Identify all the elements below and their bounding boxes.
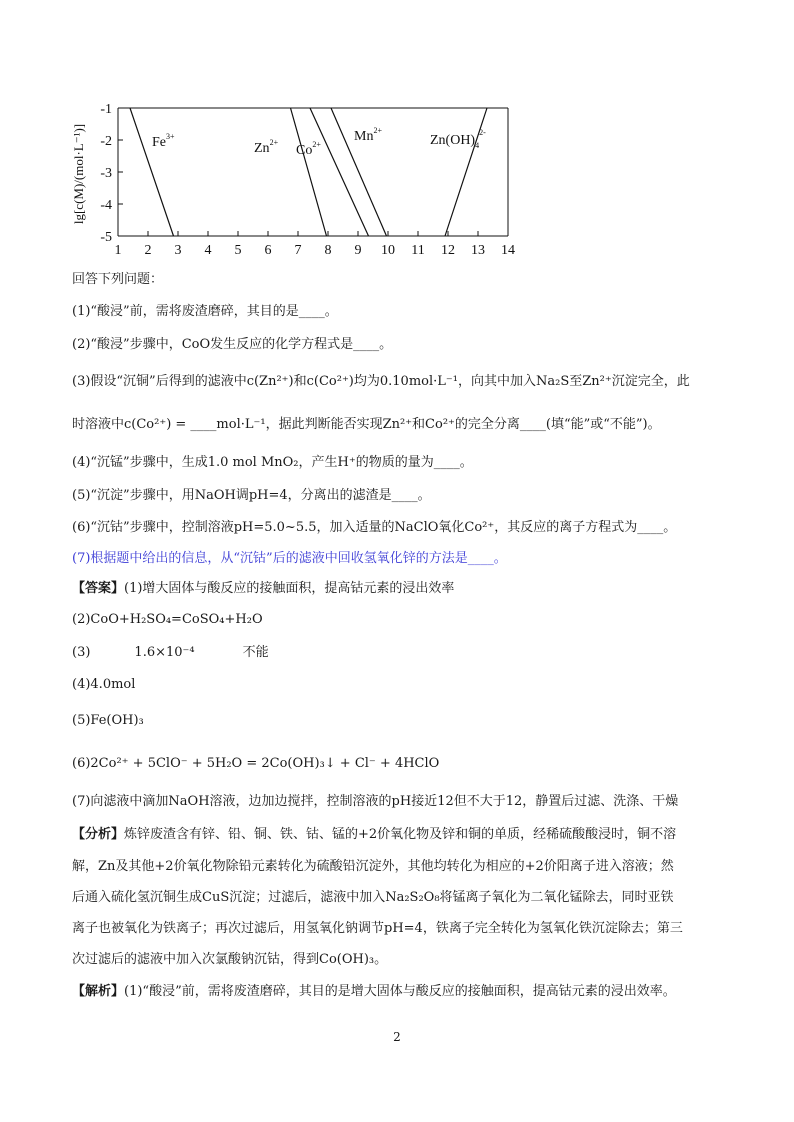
ph-solubility-chart <box>64 94 534 262</box>
question-5: (5)“沉淀”步骤中，用NaOH调pH=4，分离出的滤渣是____。 <box>72 488 431 503</box>
x-tick-label: 2 <box>144 243 152 258</box>
x-tick-label: 8 <box>324 243 332 258</box>
answer-3: (3) 1.6×10⁻⁴ 不能 <box>72 645 269 660</box>
answer-tag: 【答案】 <box>72 581 125 596</box>
intro: 回答下列问题： <box>72 272 164 287</box>
analysis-tag: 【分析】 <box>72 827 125 842</box>
x-tick-label: 3 <box>174 243 182 258</box>
answer-7: (7)向滤液中滴加NaOH溶液，边加边搅拌，控制溶液的pH接近12但不大于12，静置后过滤、洗涤、干燥 <box>72 794 679 809</box>
answer-4: (4)4.0mol <box>72 677 136 692</box>
answer-6: (6)2Co²⁺ + 5ClO⁻ + 5H₂O = 2Co(OH)₃↓ + Cl⁻ + 4HClO <box>72 756 440 771</box>
x-tick-label: 14 <box>501 243 515 258</box>
x-tick-label: 7 <box>294 243 302 258</box>
y-tick-label: -1 <box>100 102 112 117</box>
x-tick-label: 9 <box>354 243 362 258</box>
y-tick-label: -3 <box>100 166 112 181</box>
x-tick-label: 1 <box>114 243 122 258</box>
question-3b: 时溶液中c(Co²⁺) = ____mol·L⁻¹，据此判断能否实现Zn²⁺和Co²⁺的完全分离____(填“能”或“不能”)。 <box>72 417 661 432</box>
explanation-tag: 【解析】 <box>72 984 125 999</box>
answer-1: 【答案】(1)增大固体与酸反应的接触面积，提高钴元素的浸出效率 <box>72 581 455 596</box>
y-axis-label: lg[c(M)/(mol·L⁻¹)] <box>71 123 86 225</box>
x-tick-label: 5 <box>234 243 242 258</box>
x-tick-label: 12 <box>441 243 455 258</box>
label-co: $Co^{2+}$ <box>296 140 321 158</box>
answer-5: (5)Fe(OH)₃ <box>72 713 144 728</box>
x-tick-label: 6 <box>264 243 272 258</box>
y-tick-label: -4 <box>100 198 112 213</box>
y-tick-label: -2 <box>100 134 112 149</box>
analysis-2: 解，Zn及其他+2价氧化物除铅元素转化为硫酸铅沉淀外，其他均转化为相应的+2价阳离子进入溶液；然 <box>72 859 674 874</box>
explanation-1: 【解析】(1)“酸浸”前，需将废渣磨碎，其目的是增大固体与酸反应的接触面积，提高钴元素的浸出效率。 <box>72 984 676 999</box>
question-1: (1)“酸浸”前，需将废渣磨碎，其目的是____。 <box>72 304 338 319</box>
label-zn: $Zn^{2+}$ <box>254 138 279 156</box>
question-3a: (3)假设“沉铜”后得到的滤液中c(Zn²⁺)和c(Co²⁺)均为0.10mol·L⁻¹，向其中加入Na₂S至Zn²⁺沉淀完全，此 <box>72 374 690 389</box>
label-mn: $Mn^{2+}$ <box>354 126 382 144</box>
series-line-2 <box>291 108 327 236</box>
label-znoh4: $Zn(OH)_4^{2-}$ <box>430 128 486 150</box>
question-2: (2)“酸浸”步骤中，CoO发生反应的化学方程式是____。 <box>72 337 393 352</box>
x-tick-label: 11 <box>411 243 425 258</box>
question-4: (4)“沉锰”步骤中，生成1.0 mol MnO₂，产生H⁺的物质的量为____。 <box>72 455 473 470</box>
analysis-1: 【分析】炼锌废渣含有锌、铅、铜、铁、钴、锰的+2价氧化物及锌和铜的单质，经稀硫酸酸浸时，铜不溶 <box>72 827 677 842</box>
question-6: (6)“沉钴”步骤中，控制溶液pH=5.0~5.5，加入适量的NaClO氧化Co²⁺，其反应的离子方程式为____。 <box>72 520 677 535</box>
x-tick-label: 4 <box>204 243 212 258</box>
x-tick-label: 13 <box>471 243 485 258</box>
y-tick-label: -5 <box>100 230 112 245</box>
analysis-5: 次过滤后的滤液中加入次氯酸钠沉钴，得到Co(OH)₃。 <box>72 952 388 967</box>
question-7: (7)根据题中给出的信息，从“沉钴”后的滤液中回收氢氧化锌的方法是____。 <box>72 551 507 566</box>
series-line-1 <box>130 108 174 236</box>
x-tick-label: 10 <box>381 243 395 258</box>
analysis-3: 后通入硫化氢沉铜生成CuS沉淀；过滤后，滤液中加入Na₂S₂O₈将锰离子氧化为二氧化锰除去，同时亚铁 <box>72 890 674 905</box>
answer-2: (2)CoO+H₂SO₄=CoSO₄+H₂O <box>72 612 263 627</box>
page-number: 2 <box>393 1030 401 1044</box>
analysis-4: 离子也被氧化为铁离子；再次过滤后，用氢氧化钠调节pH=4，铁离子完全转化为氢氧化铁沉淀除去；第三 <box>72 921 683 936</box>
label-fe: $Fe^{3+}$ <box>152 132 175 150</box>
